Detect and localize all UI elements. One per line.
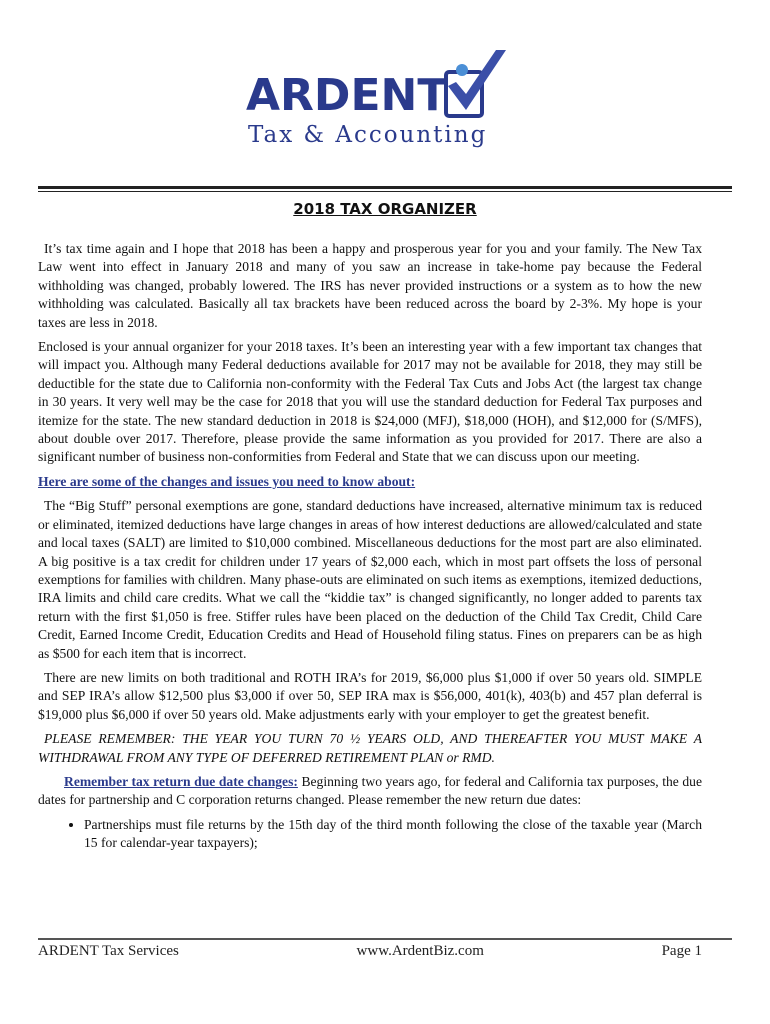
document-title: 2018 TAX ORGANIZER <box>293 200 477 218</box>
due-date-paragraph <box>38 773 702 810</box>
company-logo <box>0 40 770 160</box>
due-date-text: Beginning two years ago, for federal and California tax purposes, the due dates for partnership and C corporation returns changed. Please remember the new return due dates: <box>38 773 702 808</box>
due-date-list <box>38 816 702 853</box>
footer-rule <box>38 938 732 940</box>
due-date-label: Remember tax return due date changes: <box>64 773 298 789</box>
footer-company: ARDENT Tax Services <box>38 943 179 959</box>
rmd-reminder-paragraph: PLEASE REMEMBER: THE YEAR YOU TURN 70 ½ YEARS OLD, AND THEREAFTER YOU MUST MAKE A WITHDRAWAL FROM ANY TYPE OF DEFERRED RETIREMENT PLAN or RMD. <box>38 731 702 765</box>
footer-website: www.ArdentBiz.com <box>356 943 484 959</box>
page-footer <box>38 943 702 960</box>
header-rule <box>38 186 732 189</box>
big-stuff-paragraph: The “Big Stuff” personal exemptions are gone, standard deductions have increased, alternative minimum tax is reduced or eliminated, itemized deductions have large changes in areas of how interest deductions are allowed/calculated and state and local taxes (SALT) are limited to $10,000 combined. Miscellaneous deductions for the most part are also eliminated. A big positive is a tax credit for children under 17 years of $2,000 each, which in most part offsets the loss of personal exemptions for families with children. Many phase-outs are eliminated on such items as exemptions, itemized deductions, IRA limits and child care credits. What we call the “kiddie tax” is changed significantly, no longer added to parents tax return with the first $1,050 is free. Stiffer rules have been placed on the deduction of the Child Tax Credit, Child Care Credit, Earned Income Credit, Education Credits and Head of Household filing status. Fines on preparers can be as high as $500 for each item that is incorrect. <box>38 498 702 661</box>
logo-tagline: Tax & Accounting <box>248 122 488 148</box>
organizer-paragraph: Enclosed is your annual organizer for your 2018 taxes. It’s been an interesting year with a few important tax changes that will impact you. Although many Federal deductions available for 2017 may not be available for 2018, they may still be deductible for the state due to California non-conformity with the Federal Tax Cuts and Jobs Act (the largest tax change in 30 years. It very well may be the case for 2018 that you will use the standard deduction for Federal Tax purposes and itemize for the state. The new standard deduction in 2018 is $24,000 (MFJ), $18,000 (HOH), and $12,000 for (S/MFS), about double over 2017. Therefore, please provide the same information as you provided for 2017. There are also a significant number of business non-conformities from Federal and State that we can discuss upon our meeting. <box>38 339 702 465</box>
footer-page-number: Page 1 <box>661 943 702 959</box>
logo-brand-text: ARDENT <box>246 70 448 121</box>
changes-heading: Here are some of the changes and issues you need to know about: <box>38 473 416 489</box>
document-body <box>38 240 702 853</box>
checkmark-icon <box>446 50 506 116</box>
header-rule-thin <box>38 191 732 192</box>
ira-limits-paragraph: There are new limits on both traditional and ROTH IRA’s for 2019, $6,000 plus $1,000 if over 50 years old. SIMPLE and SEP IRA’s allow $12,500 plus $3,000 if over 50, SEP IRA max is $56,000, 401(k), 403(b) and 457 plan deferral is $19,000 plus $6,000 if over 50 years old. Make adjustments early with your employer to get the greatest benefit. <box>38 669 702 722</box>
intro-paragraph: It’s tax time again and I hope that 2018 has been a happy and prosperous year for you and your family. The New Tax Law went into effect in January 2018 and many of you saw an increase in take-home pay because the Federal withholding was changed, probably lowered. The IRS has never provided instructions or a system as to how the new withholding was calculated. Basically all tax brackets have been reduced across the board by 2-3%. My hope is your taxes are less in 2018. <box>38 241 702 330</box>
list-item: • Partnerships must file returns by the 15th day of the third month following the close of the taxable year (March 15 for calendar-year taxpayers); <box>84 816 702 853</box>
